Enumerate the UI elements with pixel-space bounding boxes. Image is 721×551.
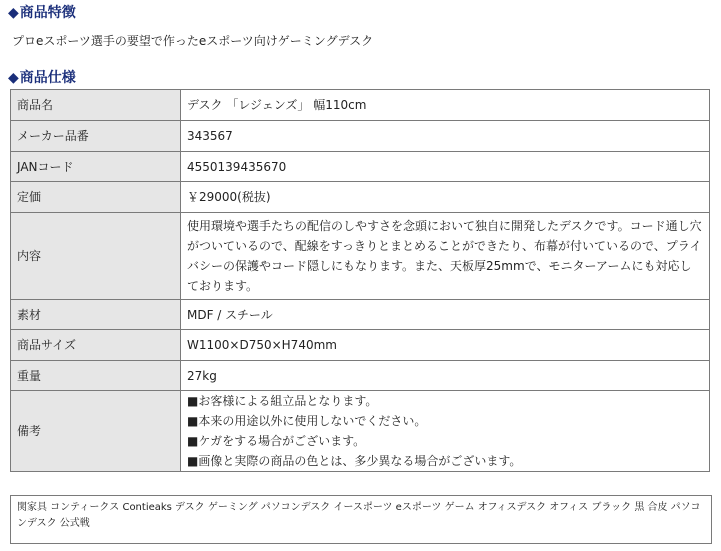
table-row xyxy=(11,182,710,213)
table-row xyxy=(11,90,710,121)
table-row xyxy=(11,330,710,361)
table-row xyxy=(11,361,710,391)
spec-value: 4550139435670 xyxy=(181,152,710,182)
specs-heading-text: 商品仕様 xyxy=(19,70,76,86)
spec-value: MDF / スチール xyxy=(181,300,710,330)
spec-value: 27kg xyxy=(181,361,710,391)
spec-label: 商品サイズ xyxy=(11,330,181,361)
table-row xyxy=(11,213,710,300)
spec-label: 定価 xyxy=(11,182,181,213)
specs-heading xyxy=(8,69,76,87)
diamond-icon: ◆ xyxy=(8,70,19,86)
spec-value: 使用環境や選手たちの配信のしやすさを念頭において独自に開発したデスクです。コード通し穴がついているので、配線をすっきりとまとめることができたり、布幕が付いているので、プライバシーの保護やコード隠しにもなります。また、天板厚25mmで、モニターアームにも対応しております。 xyxy=(181,213,710,300)
notes-value xyxy=(181,391,710,472)
spec-label: 重量 xyxy=(11,361,181,391)
table-row xyxy=(11,152,710,182)
notes-label: 備考 xyxy=(11,391,181,472)
table-row xyxy=(11,300,710,330)
spec-label: JANコード xyxy=(11,152,181,182)
note-line: ■お客様による組立品となります。 xyxy=(187,394,378,408)
features-heading-text: 商品特徴 xyxy=(19,5,76,21)
features-heading xyxy=(8,4,76,22)
note-line: ■画像と実際の商品の色とは、多少異なる場合がございます。 xyxy=(187,454,522,468)
spec-value: 343567 xyxy=(181,121,710,152)
note-line: ■本来の用途以外に使用しないでください。 xyxy=(187,414,427,428)
spec-table xyxy=(10,89,710,472)
spec-label: メーカー品番 xyxy=(11,121,181,152)
keywords-box: 関家具 コンティークス Contieaks デスク ゲーミング パソコンデスク イースポーツ eスポーツ ゲーム オフィスデスク オフィス ブラック 黒 合皮 パソコンデスク 公式戦 xyxy=(10,495,712,544)
diamond-icon: ◆ xyxy=(8,5,19,21)
spec-label: 内容 xyxy=(11,213,181,300)
note-line: ■ケガをする場合がございます。 xyxy=(187,434,366,448)
spec-value: ￥29000(税抜) xyxy=(181,182,710,213)
table-row xyxy=(11,391,710,472)
spec-value: デスク 「レジェンズ」 幅110cm xyxy=(181,90,710,121)
table-row xyxy=(11,121,710,152)
spec-value: W1100×D750×H740mm xyxy=(181,330,710,361)
spec-label: 素材 xyxy=(11,300,181,330)
spec-label: 商品名 xyxy=(11,90,181,121)
features-text: プロeスポーツ選手の要望で作ったeスポーツ向けゲーミングデスク xyxy=(12,34,374,48)
